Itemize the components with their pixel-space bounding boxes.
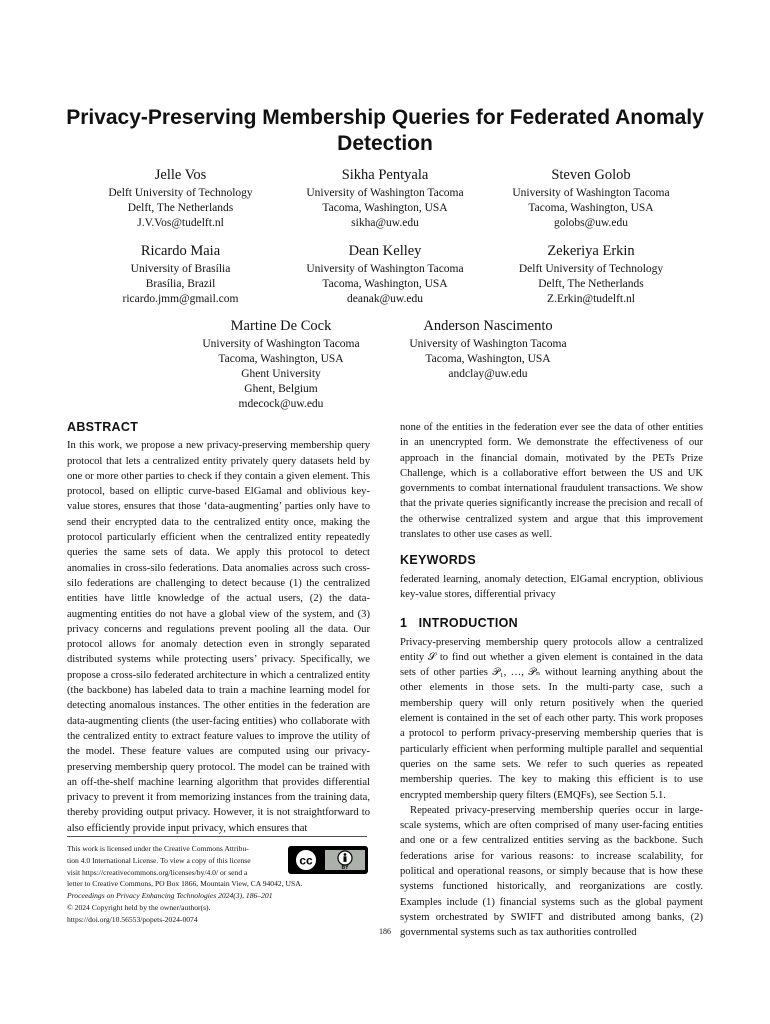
cc-by-license-badge[interactable] <box>288 846 368 874</box>
abstract-text: In this work, we propose a new privacy-preserving membership query protocol that lets a centralized entity privately query datasets held by one or more other parties to check if they contain a given element. This protocol, based on elliptic curve-based ElGamal and oblivious key-value stores, ensures that those ‘data-augmenting’ parties only have to send their encrypted data to the centralized entity once, making the protocol particularly efficient when the centralized entity repeatedly queries the same sets of data. We apply this protocol to detect anomalies in cross-silo federations. Data anomalies across such cross-silo federations are challenging to detect because (1) the centralized entities have little knowledge of the actual users, (2) the data-augmenting entities do not have a global view of the system, and (3) privacy concerns and regulations prevent pooling all the data. Our protocol allows for anomaly detection even in strongly separated distributed systems while protecting users’ privacy. Specifically, we propose a cross-silo federated architecture in which a centralized entity (the backbone) has labeled data to train a machine learning model for detecting anomalous instances. The other entities in the federation are data-augmenting clients (the user-facing entities) who collaborate with the centralized entity to extract feature values to improve the utility of the model. These feature values are computed using our privacy-preserving membership query protocol. The model can be trained with an off-the-shelf machine learning algorithm that provides differential privacy to prevent it from memorizing instances from the training data, thereby providing output privacy. However, it is not straightforward to also efficiently provide input privacy, which ensures that <box>67 440 370 834</box>
abstract-heading: ABSTRACT <box>67 420 139 434</box>
author-name: Dean Kelley <box>348 243 422 259</box>
author-email[interactable]: sikha@uw.edu <box>351 217 419 229</box>
author-affiliation: University of Washington Tacoma <box>306 263 464 275</box>
author-affiliation: University of Brasília <box>130 263 231 275</box>
right-column <box>400 420 703 941</box>
author-name: Zekeriya Erkin <box>547 243 635 259</box>
author-name: Sikha Pentyala <box>341 167 429 183</box>
license-line: tion 4.0 International License. To view a copy of this license <box>67 855 251 865</box>
introduction-heading: 1 INTRODUCTION <box>400 616 518 631</box>
author-email[interactable]: ricardo.jmm@gmail.com <box>122 293 239 305</box>
author-location: Delft, The Netherlands <box>127 202 234 214</box>
keywords-heading: KEYWORDS <box>400 553 477 568</box>
introduction-paragraph: Privacy-preserving membership query protocols allow a centralized entity 𝒮 to find out whether a given element is contained in the data sets of other parties 𝒫₁, …, 𝒫ₙ without learning anything about the other elements in those sets. In the multi-party case, such a membership query will only return positively when the queried element is contained in the set of each other party. This work proposes a protocol to perform privacy-preserving membership queries that is particularly efficient when performing multiple parallel and sequential queries on the same sets. We refer to such queries as repeated membership queries. The key to making this efficient is to use encrypted membership query filters (EMQFs), see Section 5.1. <box>400 636 703 801</box>
author-affiliation: University of Washington Tacoma <box>512 187 670 199</box>
author-block <box>496 242 686 307</box>
by-text: BY <box>341 865 349 871</box>
author-email[interactable]: J.V.Vos@tudelft.nl <box>137 217 224 229</box>
author-affiliation: Ghent University <box>241 368 321 380</box>
proceedings-line: Proceedings on Privacy Enhancing Technologies 2024(3), 186–201 <box>67 891 273 901</box>
author-location: Tacoma, Washington, USA <box>322 278 448 290</box>
author-block <box>496 166 686 231</box>
left-column <box>67 420 370 836</box>
paper-title: Privacy-Preserving Membership Queries for Federated Anomaly Detection <box>66 106 704 155</box>
author-location: Tacoma, Washington, USA <box>425 353 551 365</box>
author-affiliation: University of Washington Tacoma <box>409 338 567 350</box>
author-affiliation: University of Washington Tacoma <box>306 187 464 199</box>
author-location: Tacoma, Washington, USA <box>218 353 344 365</box>
author-block <box>290 166 480 231</box>
author-name: Jelle Vos <box>154 167 207 183</box>
author-block <box>88 166 273 231</box>
doi-link[interactable]: https://doi.org/10.56553/popets-2024-0074 <box>67 914 198 924</box>
license-line: This work is licensed under the Creative Commons Attribu- <box>67 844 249 853</box>
author-affiliation: Delft University of Technology <box>518 263 664 275</box>
author-email[interactable]: deanak@uw.edu <box>347 293 423 305</box>
author-affiliation: Delft University of Technology <box>108 187 253 199</box>
author-name: Steven Golob <box>551 167 631 183</box>
author-email[interactable]: Z.Erkin@tudelft.nl <box>547 293 635 305</box>
author-location: Tacoma, Washington, USA <box>322 202 448 214</box>
author-block <box>290 242 480 307</box>
license-line: letter to Creative Commons, PO Box 1866, Mountain View, CA 94042, USA. <box>67 879 303 889</box>
license-text <box>67 843 285 878</box>
author-block <box>88 242 273 307</box>
introduction-paragraph: Repeated privacy-preserving membership queries occur in large-scale systems, which are often comprised of many user-facing entities and one or a few centralized entities serving as the backbone. Such federations arise for various reasons: to increase scalability, for political and operational reasons, or simply because that is how these systems functioned historically, and reorganizations are costly. Examples include (1) financial systems such as the global payment system orchestrated by SWIFT and distributed among banks, (2) governmental systems such as tax authorities controlled <box>400 804 703 939</box>
keywords-text: federated learning, anomaly detection, ElGamal encryption, oblivious key-value stores, differential privacy <box>400 573 703 600</box>
author-name: Anderson Nascimento <box>423 318 553 334</box>
author-block <box>186 317 376 412</box>
copyright-footnote <box>67 836 367 926</box>
author-location: Brasília, Brazil <box>145 278 216 290</box>
copyright-line: © 2024 Copyright held by the owner/author(s). <box>67 902 211 912</box>
author-email[interactable]: andclay@uw.edu <box>448 368 528 380</box>
author-email[interactable]: golobs@uw.edu <box>553 217 629 229</box>
author-email[interactable]: mdecock@uw.edu <box>238 398 324 410</box>
license-line[interactable]: visit https://creativecommons.org/licenses/by/4.0/ or send a <box>67 867 248 877</box>
page-number: 186 <box>379 927 391 936</box>
author-location: Tacoma, Washington, USA <box>528 202 654 214</box>
author-affiliation: University of Washington Tacoma <box>202 338 360 350</box>
author-location: Delft, The Netherlands <box>538 278 644 290</box>
author-name: Ricardo Maia <box>140 243 221 259</box>
cc-logo-text: cc <box>299 853 313 868</box>
author-block <box>393 317 583 382</box>
author-location: Ghent, Belgium <box>244 383 318 395</box>
abstract-continuation: none of the entities in the federation ever see the data of other entities in an unencrypted form. We demonstrate the effectiveness of our approach in the financial domain, motivated by the PETs Prize Challenge, which is a collaborative effort between the US and UK governments to combat international fraudulent transactions. We show that the private queries significantly increase the precision and recall of the otherwise centralized system and argue that this improvement translates to other use cases as well. <box>400 422 703 541</box>
author-name: Martine De Cock <box>230 318 332 334</box>
